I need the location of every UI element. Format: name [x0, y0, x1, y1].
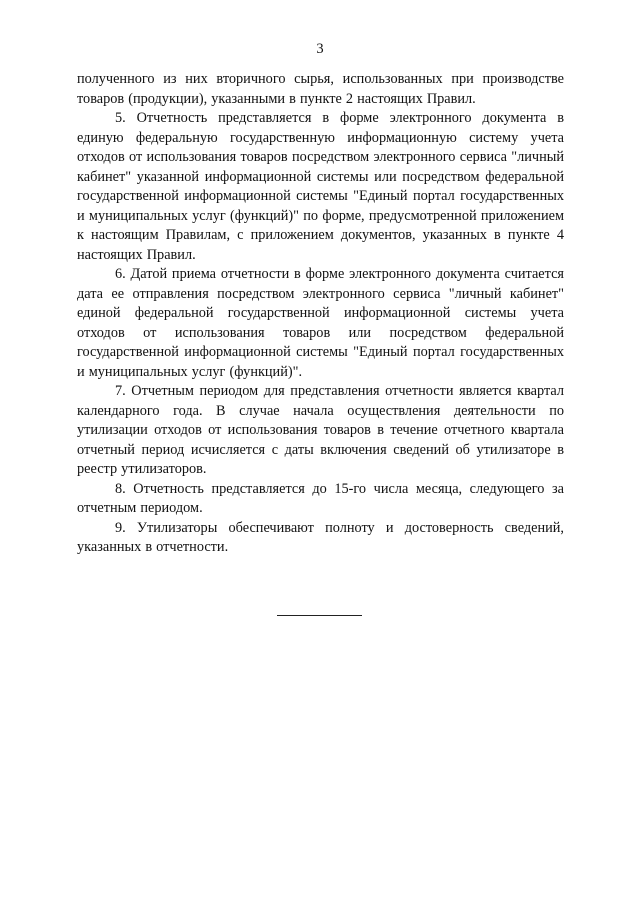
- document-body: [77, 70, 564, 558]
- paragraph-item-9: 9. Утилизаторы обеспечивают полноту и достоверность сведений, указанных в отчетности.: [77, 519, 564, 555]
- end-of-document-rule: [277, 615, 362, 616]
- paragraph-item-7: 7. Отчетным периодом для представления отчетности является квартал календарного года. В случае начала осуществления деятельности по утилизации отходов от использования товаров в течение отчетного квартала отчетный период исчисляется с даты включения сведений об утилизаторе в реестр утилизаторов.: [77, 383, 564, 477]
- paragraph-continuation: полученного из них вторичного сырья, использованных при производстве товаров (продукции), указанными в пункте 2 настоящих Правил.: [77, 71, 564, 107]
- page-number: 3: [316, 41, 324, 57]
- paragraph-item-6: 6. Датой приема отчетности в форме электронного документа считается дата ее отправления посредством электронного сервиса "личный кабинет" единой федеральной государственной информационной системы учета отходов от использования товаров или посредством федеральной государственной информационной системы "Единый портал государственных и муниципальных услуг (функций)".: [77, 266, 564, 380]
- paragraph-item-8: 8. Отчетность представляется до 15-го числа месяца, следующего за отчетным периодом.: [77, 480, 564, 516]
- paragraph-item-5: 5. Отчетность представляется в форме электронного документа в единую федеральную государственную информационную систему учета отходов от использования товаров посредством электронного сервиса "личный кабинет" указанной информационной системы или посредством федеральной государственной информационной системы "Единый портал государственных и муниципальных услуг (функций)" по форме, предусмотренной приложением к настоящим Правилам, с приложением документов, указанных в пункте 4 настоящих Правил.: [77, 110, 564, 263]
